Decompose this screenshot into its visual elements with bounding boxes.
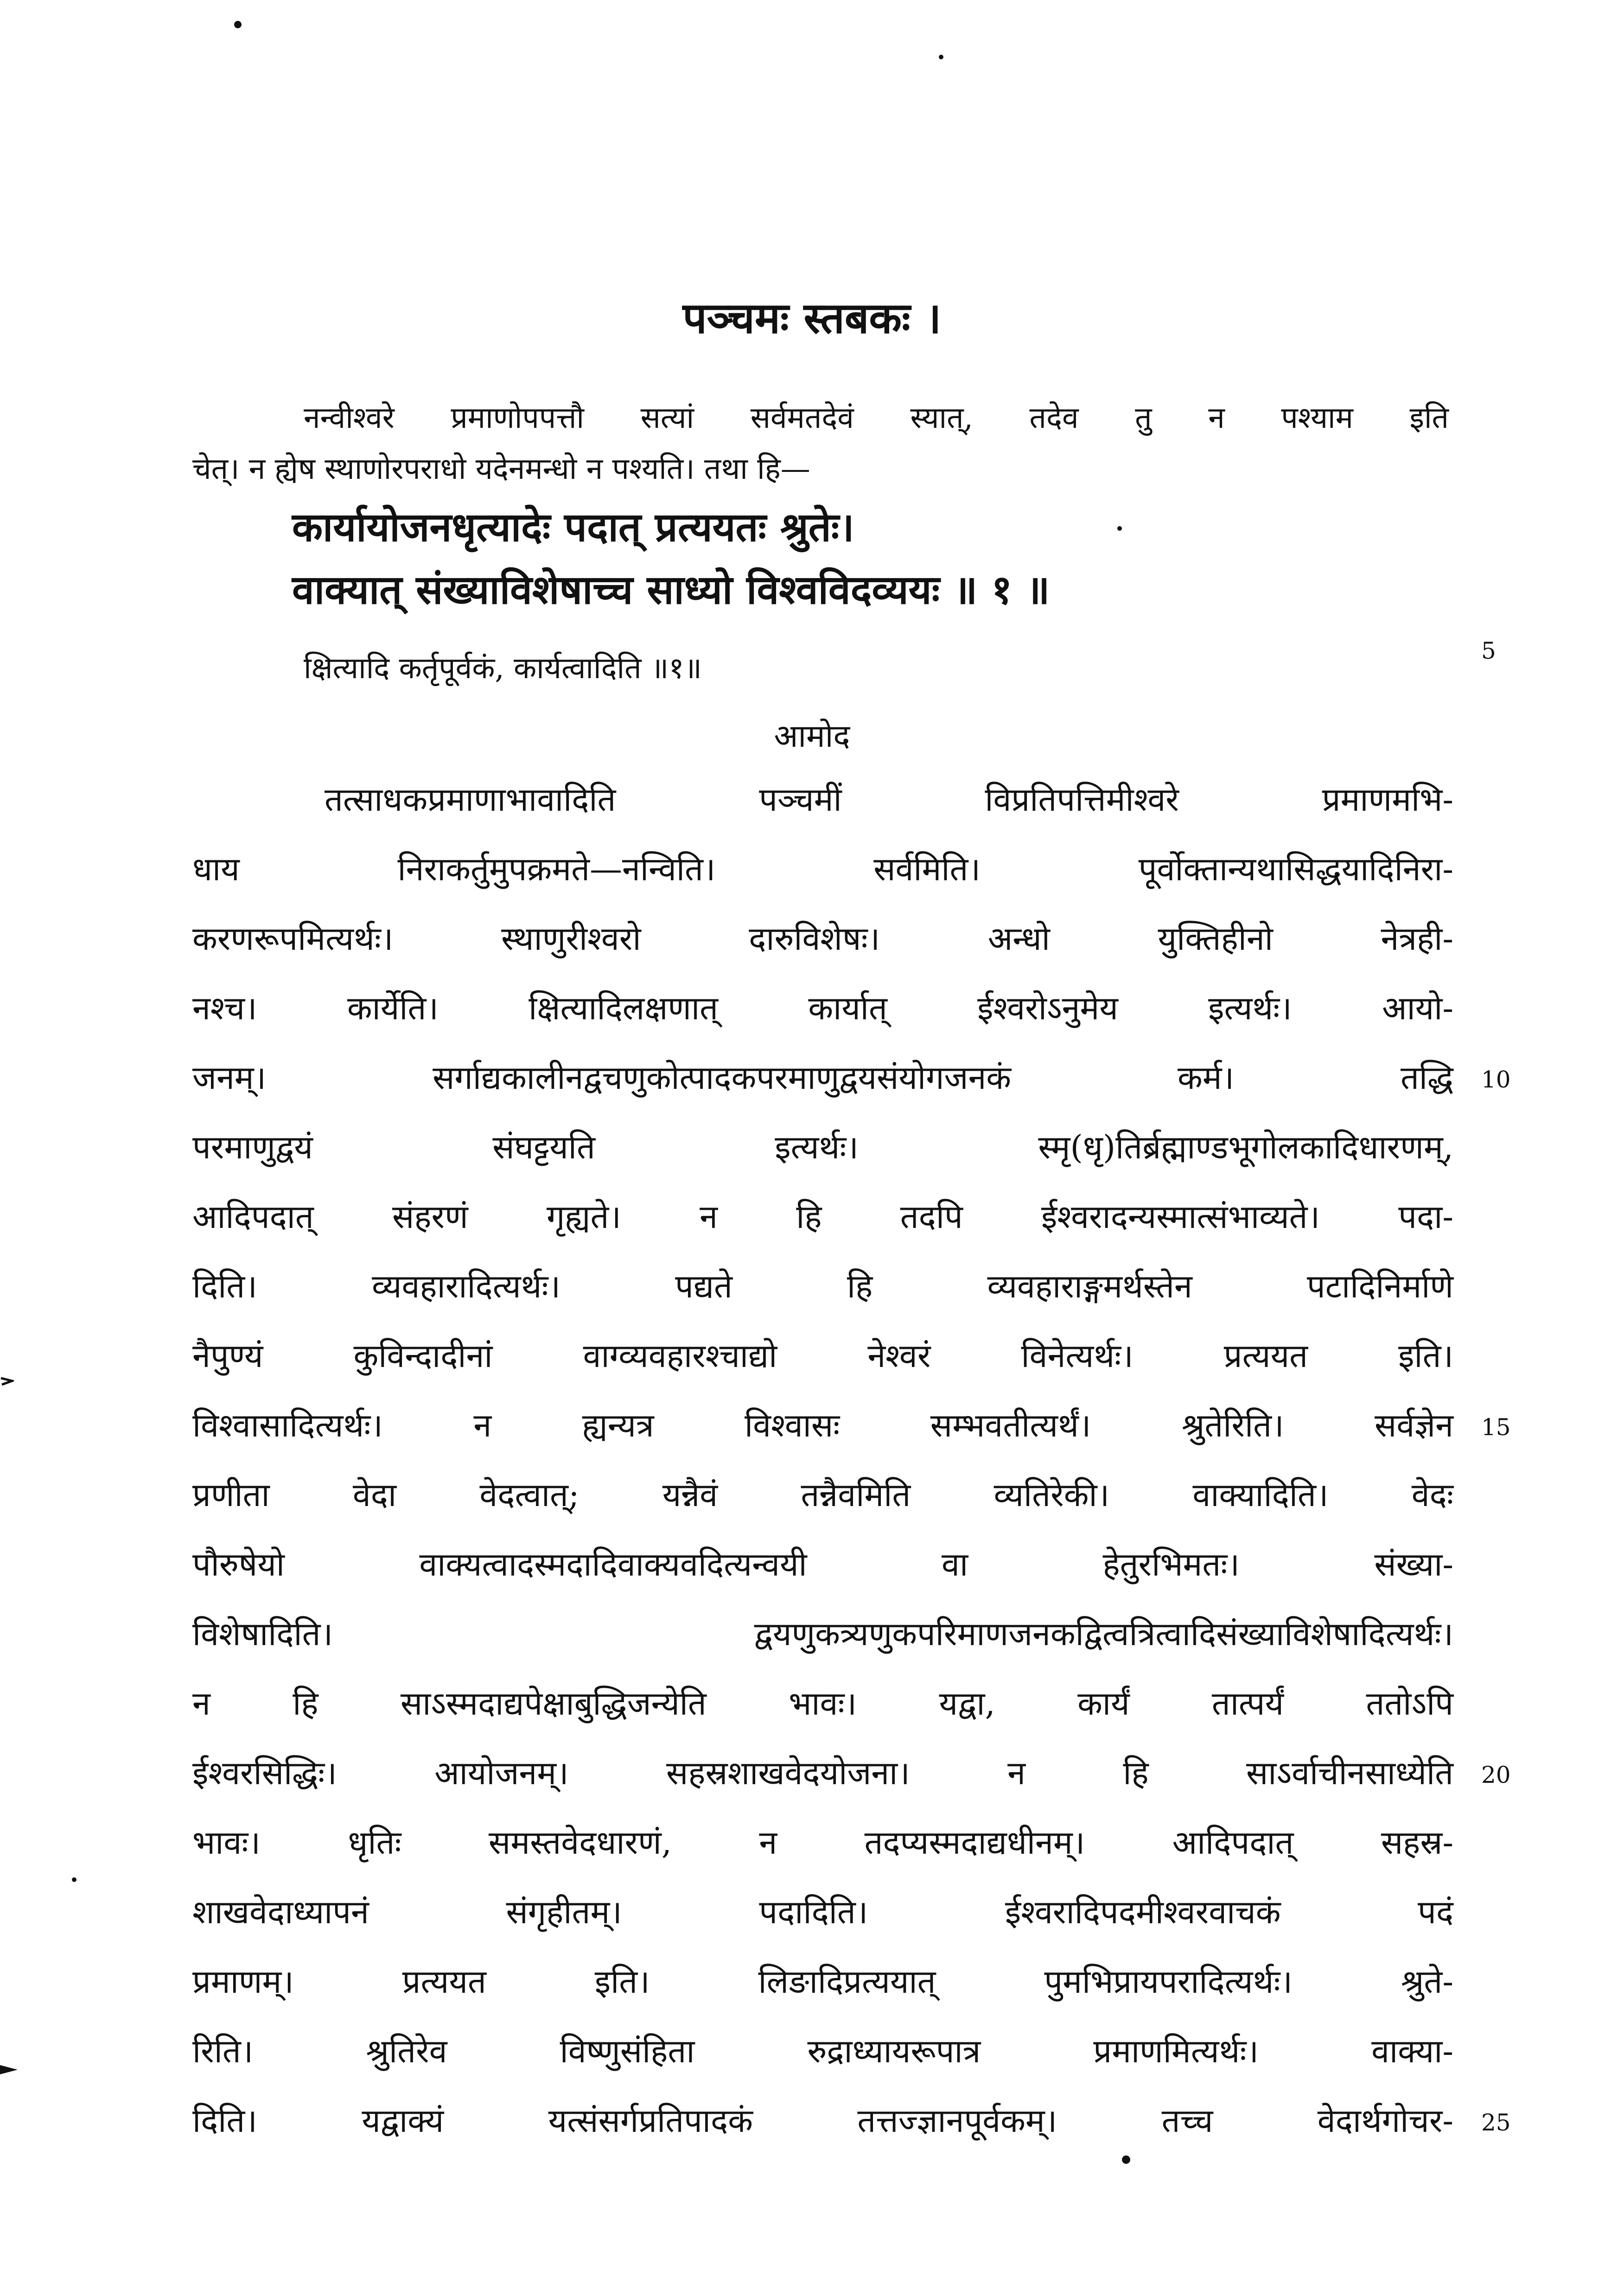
commentary-line: न हि साऽस्मदाद्यपेक्षाबुद्धिजन्येति भावः। यद्वा, कार्यं तात्पर्यं ततोऽपि [192,1685,1453,1723]
verse-line: कार्यायोजनधृत्यादेः पदात् प्रत्ययतः श्रुतेः। [292,504,854,551]
line-number: 15 [1481,1414,1511,1441]
commentary-line: धाय निराकर्तुमुपक्रमते—नन्विति। सर्वमिति। पूर्वोक्तान्यथासिद्धयादिनिरा- [192,850,1453,888]
intro-line: नन्वीश्वरे प्रमाणोपपत्तौ सत्यां सर्वमतदेवं स्यात्, तदेव तु न पश्याम इति [304,401,1449,435]
commentary-line: विश्वासादित्यर्थः। न ह्यन्यत्र विश्वासः सम्भवतीत्यर्थं। श्रुतेरिति। सर्वज्ञेन [192,1406,1453,1444]
commentary-line: ईश्वरसिद्धिः। आयोजनम्। सहस्रशाखवेदयोजना। न हि साऽर्वाचीनसाध्येति [192,1754,1453,1792]
margin-arrow-icon [0,1374,14,1388]
commentary-line: दिति। व्यवहारादित्यर्थः। पद्यते हि व्यवहाराङ्गमर्थस्तेन पटादिनिर्माणे [192,1267,1453,1305]
verse-gloss: क्षित्यादि कर्तृपूर्वकं, कार्यत्वादिति ॥१॥ [304,651,702,686]
commentary-line: भावः। धृतिः समस्तवेदधारणं, न तदप्यस्मदाद्यधीनम्। आदिपदात् सहस्र- [192,1824,1453,1862]
line-number: 25 [1481,2109,1511,2136]
line-number: 5 [1481,637,1496,664]
commentary-line: करणरूपमित्यर्थः। स्थाणुरीश्वरो दारुविशेषः। अन्धो युक्तिहीनो नेत्रही- [192,920,1453,958]
intro-line: चेत्। न ह्येष स्थाणोरपराधो यदेनमन्धो न पश्यति। तथा हि— [192,452,810,486]
commentary-line: विशेषादिति। द्वयणुकत्र्यणुकपरिमाणजनकद्वित्वत्रित्वादिसंख्याविशेषादित्यर्थः। [192,1615,1453,1653]
scan-speck [1122,2155,1130,2164]
commentary-line: तत्साधकप्रमाणाभावादिति पञ्चमीं विप्रतिपत्तिमीश्वरे प्रमाणमभि- [325,781,1453,819]
line-number: 10 [1481,1066,1511,1093]
commentary-line: जनम्। सर्गाद्यकालीनद्वचणुकोत्पादकपरमाणुद्वयसंयोगजनकं कर्म। तद्धि [192,1059,1453,1097]
scan-speck [939,55,943,59]
scan-speck [234,21,242,28]
verse-line: वाक्यात् संख्याविशेषाच्च साध्यो विश्वविदव्ययः ॥ १ ॥ [292,566,1050,613]
scan-speck [1117,526,1122,531]
commentary-line: परमाणुद्वयं संघट्टयति इत्यर्थः। स्मृ(धृ)तिर्ब्रह्माण्डभूगोलकादिधारणम्, [192,1128,1453,1166]
commentary-line: पौरुषेयो वाक्यत्वादस्मदादिवाक्यवदित्यन्वयी वा हेतुरभिमतः। संख्या- [192,1545,1453,1583]
commentary-line: शाखवेदाध्यापनं संगृहीतम्। पदादिति। ईश्वरादिपदमीश्वरवाचकं पदं [192,1893,1453,1931]
commentary-line: प्रणीता वेदा वेदत्वात्; यन्नैवं तन्नैवमिति व्यतिरेकी। वाक्यादिति। वेदः [192,1476,1453,1514]
commentary-line: नैपुण्यं कुविन्दादीनां वाग्व्यवहारश्चाद्यो नेश्वरं विनेत्यर्थः। प्रत्ययत इति। [192,1337,1453,1375]
commentary-title: आमोद [774,718,850,755]
commentary-line: प्रमाणम्। प्रत्ययत इति। लिङादिप्रत्ययात् पुमभिप्रायपरादित्यर्थः। श्रुते- [192,1963,1453,2001]
commentary-line: नश्च। कार्येति। क्षित्यादिलक्षणात् कार्यात् ईश्वरोऽनुमेय इत्यर्थः। आयो- [192,989,1453,1027]
commentary-line: दिति। यद्वाक्यं यत्संसर्गप्रतिपादकं तत्तज्ज्ञानपूर्वकम्। तच्च वेदार्थगोचर- [192,2102,1453,2140]
line-number: 20 [1481,1761,1511,1788]
scan-speck [72,1877,76,1882]
commentary-line: रिति। श्रुतिरेव विष्णुसंहिता रुद्राध्यायरूपात्र प्रमाणमित्यर्थः। वाक्या- [192,2032,1453,2070]
chapter-heading: पञ्चमः स्तबकः । [682,293,942,343]
margin-arrow-icon [0,2060,19,2079]
commentary-line: आदिपदात् संहरणं गृह्यते। न हि तदपि ईश्वरादन्यस्मात्संभाव्यते। पदा- [192,1198,1453,1236]
